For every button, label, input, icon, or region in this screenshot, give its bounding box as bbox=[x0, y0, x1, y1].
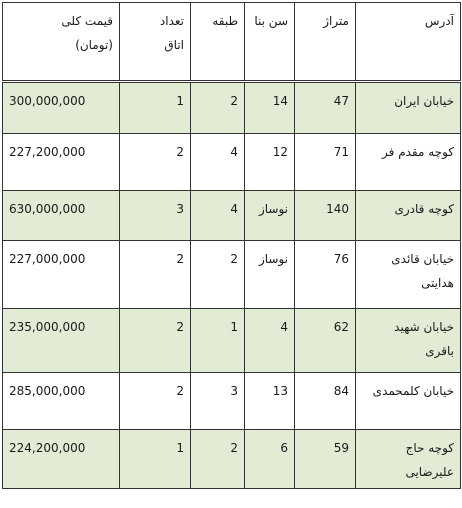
header-price bbox=[3, 3, 120, 82]
cell-age: 12 bbox=[245, 134, 295, 191]
cell-price: 300,000,000 bbox=[3, 82, 120, 134]
cell-area: 84 bbox=[295, 373, 356, 430]
header-area: متراژ bbox=[295, 3, 356, 82]
cell-address: کوچه حاج علیرضایی bbox=[356, 430, 461, 489]
cell-floor: 2 bbox=[191, 82, 245, 134]
cell-age: 14 bbox=[245, 82, 295, 134]
cell-floor: 2 bbox=[191, 430, 245, 489]
cell-address: کوچه قادری bbox=[356, 191, 461, 241]
cell-floor: 4 bbox=[191, 134, 245, 191]
cell-age: 6 bbox=[245, 430, 295, 489]
cell-rooms: 3 bbox=[120, 191, 191, 241]
cell-price: 285,000,000 bbox=[3, 373, 120, 430]
table-row bbox=[3, 191, 461, 241]
cell-area: 62 bbox=[295, 309, 356, 373]
cell-address: کوچه مقدم فر bbox=[356, 134, 461, 191]
table-row bbox=[3, 430, 461, 489]
cell-area: 59 bbox=[295, 430, 356, 489]
header-address: آدرس bbox=[356, 3, 461, 82]
table-row bbox=[3, 373, 461, 430]
cell-area: 71 bbox=[295, 134, 356, 191]
table-row bbox=[3, 82, 461, 134]
cell-price: 235,000,000 bbox=[3, 309, 120, 373]
cell-area: 76 bbox=[295, 241, 356, 309]
table-row bbox=[3, 241, 461, 309]
cell-area: 140 bbox=[295, 191, 356, 241]
cell-price: 630,000,000 bbox=[3, 191, 120, 241]
cell-rooms: 1 bbox=[120, 430, 191, 489]
listing-table bbox=[2, 2, 461, 489]
cell-rooms: 2 bbox=[120, 309, 191, 373]
cell-rooms: 2 bbox=[120, 241, 191, 309]
cell-area: 47 bbox=[295, 82, 356, 134]
cell-age: 13 bbox=[245, 373, 295, 430]
cell-price: 227,200,000 bbox=[3, 134, 120, 191]
cell-floor: 1 bbox=[191, 309, 245, 373]
table-row bbox=[3, 134, 461, 191]
cell-address: خیابان شهید باقری bbox=[356, 309, 461, 373]
header-rooms bbox=[120, 3, 191, 82]
header-floor: طبقه bbox=[191, 3, 245, 82]
cell-floor: 2 bbox=[191, 241, 245, 309]
header-rooms-line2: اتاق bbox=[164, 38, 184, 52]
cell-rooms: 1 bbox=[120, 82, 191, 134]
header-rooms-line1: تعداد bbox=[159, 14, 184, 28]
cell-address: خیابان ایران bbox=[356, 82, 461, 134]
cell-rooms: 2 bbox=[120, 373, 191, 430]
cell-price: 227,000,000 bbox=[3, 241, 120, 309]
header-price-unit: (تومان) bbox=[75, 38, 113, 52]
cell-floor: 3 bbox=[191, 373, 245, 430]
table-header-row bbox=[3, 3, 461, 82]
cell-address: خیابان کلمحمدی bbox=[356, 373, 461, 430]
cell-price: 224,200,000 bbox=[3, 430, 120, 489]
cell-rooms: 2 bbox=[120, 134, 191, 191]
header-price-label: قیمت کلی bbox=[61, 14, 113, 28]
cell-age: نوساز bbox=[245, 191, 295, 241]
listing-table-container bbox=[2, 2, 461, 489]
cell-floor: 4 bbox=[191, 191, 245, 241]
header-age: سن بنا bbox=[245, 3, 295, 82]
table-row bbox=[3, 309, 461, 373]
cell-age: 4 bbox=[245, 309, 295, 373]
cell-age: نوساز bbox=[245, 241, 295, 309]
cell-address: خیابان قائدی هدایتی bbox=[356, 241, 461, 309]
